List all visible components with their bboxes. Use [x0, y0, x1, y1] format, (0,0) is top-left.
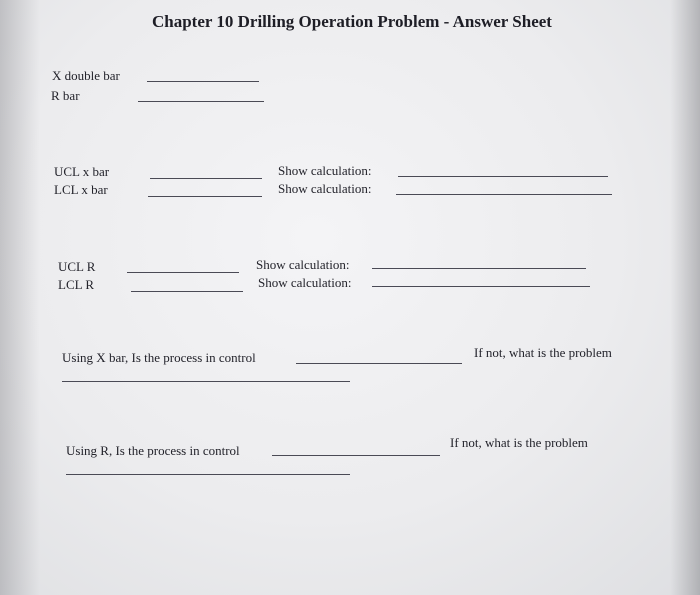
- r-problem-answer-line[interactable]: [66, 474, 350, 475]
- ucl-r-answer-line[interactable]: [127, 272, 239, 273]
- x-double-bar-label: X double bar: [52, 68, 120, 83]
- ucl-x-bar-show-calc-label: Show calculation:: [278, 163, 372, 178]
- r-bar-answer-line[interactable]: [138, 101, 264, 102]
- lcl-x-bar-label: LCL x bar: [54, 182, 108, 197]
- ucl-x-bar-calc-line[interactable]: [398, 176, 608, 177]
- r-bar-label: R bar: [51, 88, 80, 103]
- page-shadow-right: [670, 0, 700, 595]
- r-problem-question: If not, what is the problem: [450, 435, 588, 450]
- lcl-x-bar-calc-line[interactable]: [396, 194, 612, 195]
- lcl-x-bar-show-calc-label: Show calculation:: [278, 181, 372, 196]
- ucl-x-bar-answer-line[interactable]: [150, 178, 262, 179]
- ucl-r-calc-line[interactable]: [372, 268, 586, 269]
- lcl-r-show-calc-label: Show calculation:: [258, 275, 352, 290]
- r-in-control-answer-line[interactable]: [272, 455, 440, 456]
- xbar-in-control-answer-line[interactable]: [296, 363, 462, 364]
- page-shadow-left: [0, 0, 40, 595]
- lcl-r-label: LCL R: [58, 277, 94, 292]
- xbar-in-control-question: Using X bar, Is the process in control: [62, 350, 256, 365]
- lcl-r-calc-line[interactable]: [372, 286, 590, 287]
- xbar-problem-answer-line[interactable]: [62, 381, 350, 382]
- r-in-control-question: Using R, Is the process in control: [66, 443, 240, 458]
- ucl-r-show-calc-label: Show calculation:: [256, 257, 350, 272]
- xbar-problem-question: If not, what is the problem: [474, 345, 612, 360]
- lcl-x-bar-answer-line[interactable]: [148, 196, 262, 197]
- page-title: Chapter 10 Drilling Operation Problem - Answer Sheet: [152, 12, 552, 31]
- lcl-r-answer-line[interactable]: [131, 291, 243, 292]
- ucl-x-bar-label: UCL x bar: [54, 164, 110, 179]
- ucl-r-label: UCL R: [58, 259, 96, 274]
- x-double-bar-answer-line[interactable]: [147, 81, 259, 82]
